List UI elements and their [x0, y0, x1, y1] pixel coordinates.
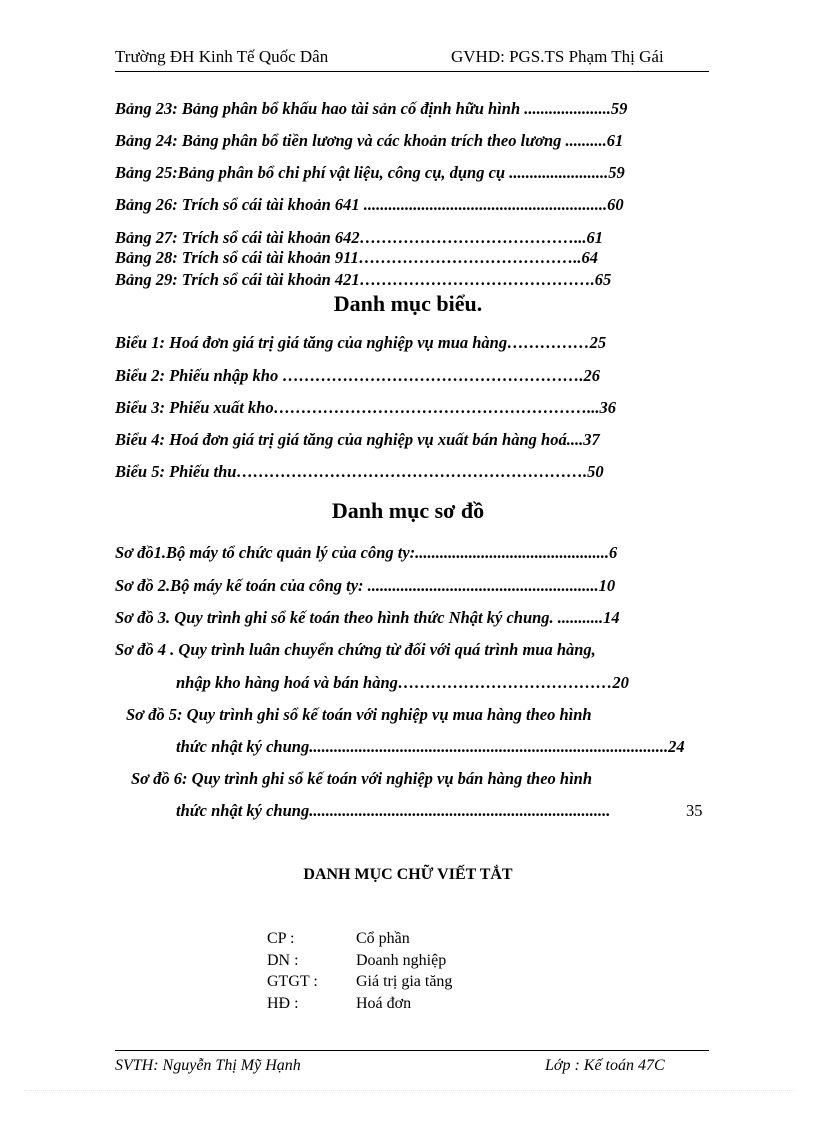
toc-entry-diagram-5-cont: thức nhật ký chung.......................................................................................24	[176, 737, 685, 756]
toc-entry-table-24: Bảng 24: Bảng phân bổ tiền lương và các khoản trích theo lương ..........61	[115, 131, 624, 150]
abbr-value-dn: Doanh nghiệp	[356, 952, 447, 969]
abbr-key-gtgt: GTGT :	[267, 973, 318, 990]
toc-entry-table-26: Bảng 26: Trích sổ cái tài khoản 641 ...........................................................60	[115, 195, 624, 214]
footer-student: SVTH: Nguyễn Thị Mỹ Hạnh	[115, 1057, 301, 1074]
header-supervisor: GVHD: PGS.TS Phạm Thị Gái	[451, 47, 664, 66]
abbr-value-hd: Hoá đơn	[356, 995, 412, 1012]
toc-entry-diagram-4: Sơ đồ 4 . Quy trình luân chuyển chứng từ đối với quá trình mua hàng,	[115, 640, 596, 659]
footer-rule	[115, 1050, 709, 1051]
toc-entry-table-25: Bảng 25:Bảng phân bổ chi phí vật liệu, công cụ, dụng cụ ........................59	[115, 163, 625, 182]
toc-entry-table-28: Bảng 28: Trích sổ cái tài khoản 911…………………………………..64	[115, 248, 598, 267]
toc-entry-form-4: Biểu 4: Hoá đơn giá trị giá tăng của nghiệp vụ xuất bán hàng hoá....37	[115, 430, 600, 449]
toc-entry-form-1: Biểu 1: Hoá đơn giá trị giá tăng của nghiệp vụ mua hàng……………25	[115, 333, 607, 352]
toc-entry-diagram-6-cont: thức nhật ký chung.........................................................................	[176, 801, 611, 820]
diagrams-section-title: Danh mục sơ đồ	[331, 498, 485, 523]
toc-entry-diagram-6: Sơ đồ 6: Quy trình ghi sổ kế toán với nghiệp vụ bán hàng theo hình	[131, 769, 593, 788]
abbreviations-title: DANH MỤC CHỮ VIẾT TẮT	[303, 866, 513, 883]
abbr-value-cp: Cổ phần	[356, 930, 410, 947]
toc-entry-diagram-4-cont: nhập kho hàng hoá và bán hàng…………………………………20	[176, 673, 629, 692]
toc-entry-table-23: Bảng 23: Bảng phân bổ khấu hao tài sản cố định hữu hình .....................59	[115, 99, 628, 118]
toc-entry-form-3: Biểu 3: Phiếu xuất kho…………………………………………………...36	[115, 398, 616, 417]
toc-entry-diagram-2: Sơ đồ 2.Bộ máy kế toán của công ty: ........................................................10	[115, 576, 616, 595]
footer-class: Lớp : Kế toán 47C	[545, 1057, 665, 1074]
toc-entry-table-27: Bảng 27: Trích sổ cái tài khoản 642…………………………………...61	[115, 228, 603, 247]
abbr-value-gtgt: Giá trị gia tăng	[356, 973, 453, 990]
toc-entry-form-5: Biểu 5: Phiếu thu……………………………………………………….50	[115, 462, 604, 481]
toc-entry-form-2: Biểu 2: Phiếu nhập kho ……………………………………………….26	[115, 366, 600, 385]
abbr-key-dn: DN :	[267, 952, 299, 969]
abbr-key-cp: CP :	[267, 930, 295, 947]
toc-entry-diagram-6-page: 35	[686, 801, 703, 820]
abbr-key-hd: HĐ :	[267, 995, 299, 1012]
toc-entry-table-29: Bảng 29: Trích sổ cái tài khoản 421…………………………………….65	[115, 270, 612, 289]
page-bottom-divider	[24, 1090, 794, 1091]
header-rule	[115, 71, 709, 72]
forms-section-title: Danh mục biểu.	[333, 291, 483, 316]
toc-entry-diagram-3: Sơ đồ 3. Quy trình ghi sổ kế toán theo hình thức Nhật ký chung. ...........14	[115, 608, 620, 627]
header-school: Trường ĐH Kinh Tế Quốc Dân	[115, 47, 329, 66]
toc-entry-diagram-5: Sơ đồ 5: Quy trình ghi sổ kế toán với nghiệp vụ mua hàng theo hình	[126, 705, 592, 724]
toc-entry-diagram-1: Sơ đồ1.Bộ máy tổ chức quản lý của công ty:...............................................6	[115, 543, 618, 562]
